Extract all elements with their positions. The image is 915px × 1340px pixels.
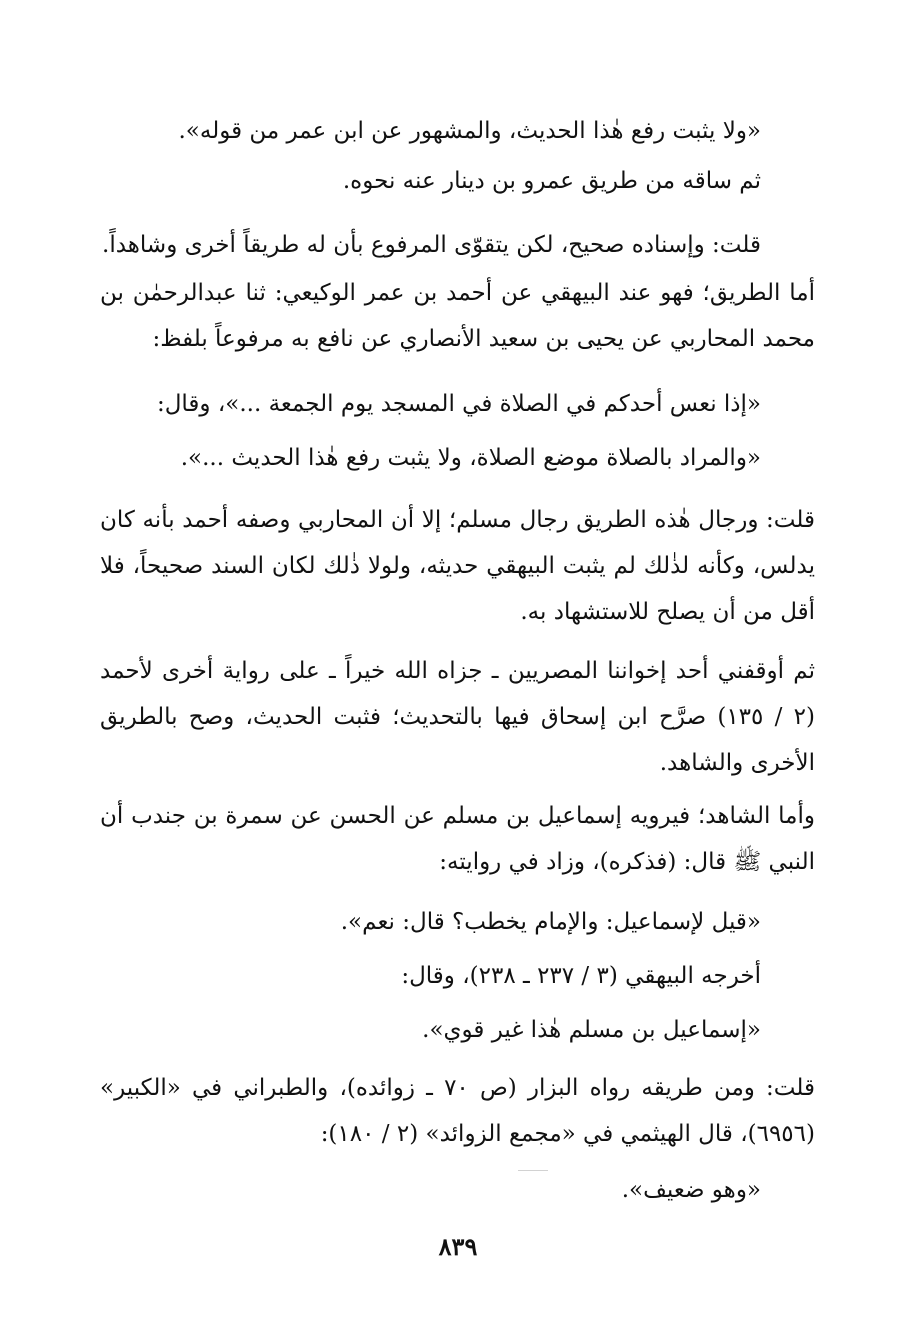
paragraph-quote-place-of-prayer: «والمراد بالصلاة موضع الصلاة، ولا يثبت رفع هٰذا الحديث ...». (180, 445, 761, 471)
paragraph-bazzar-tabarani: قلت: ومن طريقه رواه البزار (ص ٧٠ ـ زوائده)، والطبراني في «الكبير» (٦٩٥٦)، قال الهيثمي في «مجمع الزوائد» (٢ / ١٨٠): (100, 1075, 815, 1147)
paragraph-other-path: أما الطريق؛ فهو عند البيهقي عن أحمد بن عمر الوكيعي: ثنا عبدالرحمٰن بن محمد المحاربي عن يحيى بن سعيد الأنصاري عن نافع به مرفوعاً بلفظ: (100, 280, 815, 352)
paragraph-quote-imam-khutbah: «قيل لإسماعيل: والإمام يخطب؟ قال: نعم». (340, 909, 761, 935)
page-divider (518, 1170, 548, 1171)
paragraph-quote-sleep-in-prayer: «إذا نعس أحدكم في الصلاة في المسجد يوم الجمعة ...»، وقال: (156, 391, 761, 417)
paragraph-quote-not-strong: «إسماعيل بن مسلم هٰذا غير قوي». (422, 1017, 761, 1043)
paragraph-quote-hadith-not-proven: «ولا يثبت رفع هٰذا الحديث، والمشهور عن ابن عمر من قوله». (178, 118, 761, 144)
paragraph-quote-weak: «وهو ضعيف». (621, 1177, 761, 1203)
paragraph-sound-chain: قلت: وإسناده صحيح، لكن يتقوّى المرفوع بأن له طريقاً أخرى وشاهداً. (102, 232, 761, 258)
page-number: ٨٣٩ (438, 1232, 478, 1261)
paragraph-narrators-of-muslim: قلت: ورجال هٰذه الطريق رجال مسلم؛ إلا أن المحاربي وصفه أحمد بأنه كان يدلس، وكأنه لذٰلك لم يثبت البيهقي حديثه، ولولا ذٰلك لكان السند صحيحاً، فلا أقل من أن يصلح للاستشهاد به. (100, 507, 815, 625)
paragraph-bayhaqi-reference: أخرجه البيهقي (٣ / ٢٣٧ ـ ٢٣٨)، وقال: (401, 963, 761, 989)
paragraph-chain-amr-ibn-dinar: ثم ساقه من طريق عمرو بن دينار عنه نحوه. (342, 168, 761, 194)
paragraph-supporting-narration: وأما الشاهد؛ فيرويه إسماعيل بن مسلم عن الحسن عن سمرة بن جندب أن النبي ﷺ قال: (فذكره)، وزاد في روايته: (100, 803, 815, 875)
paragraph-ahmad-narration: ثم أوقفني أحد إخواننا المصريين ـ جزاه الله خيراً ـ على رواية أخرى لأحمد (٢ / ١٣٥) صرَّح ابن إسحاق فيها بالتحديث؛ فثبت الحديث، وصح بالطريق الأخرى والشاهد. (100, 658, 815, 776)
